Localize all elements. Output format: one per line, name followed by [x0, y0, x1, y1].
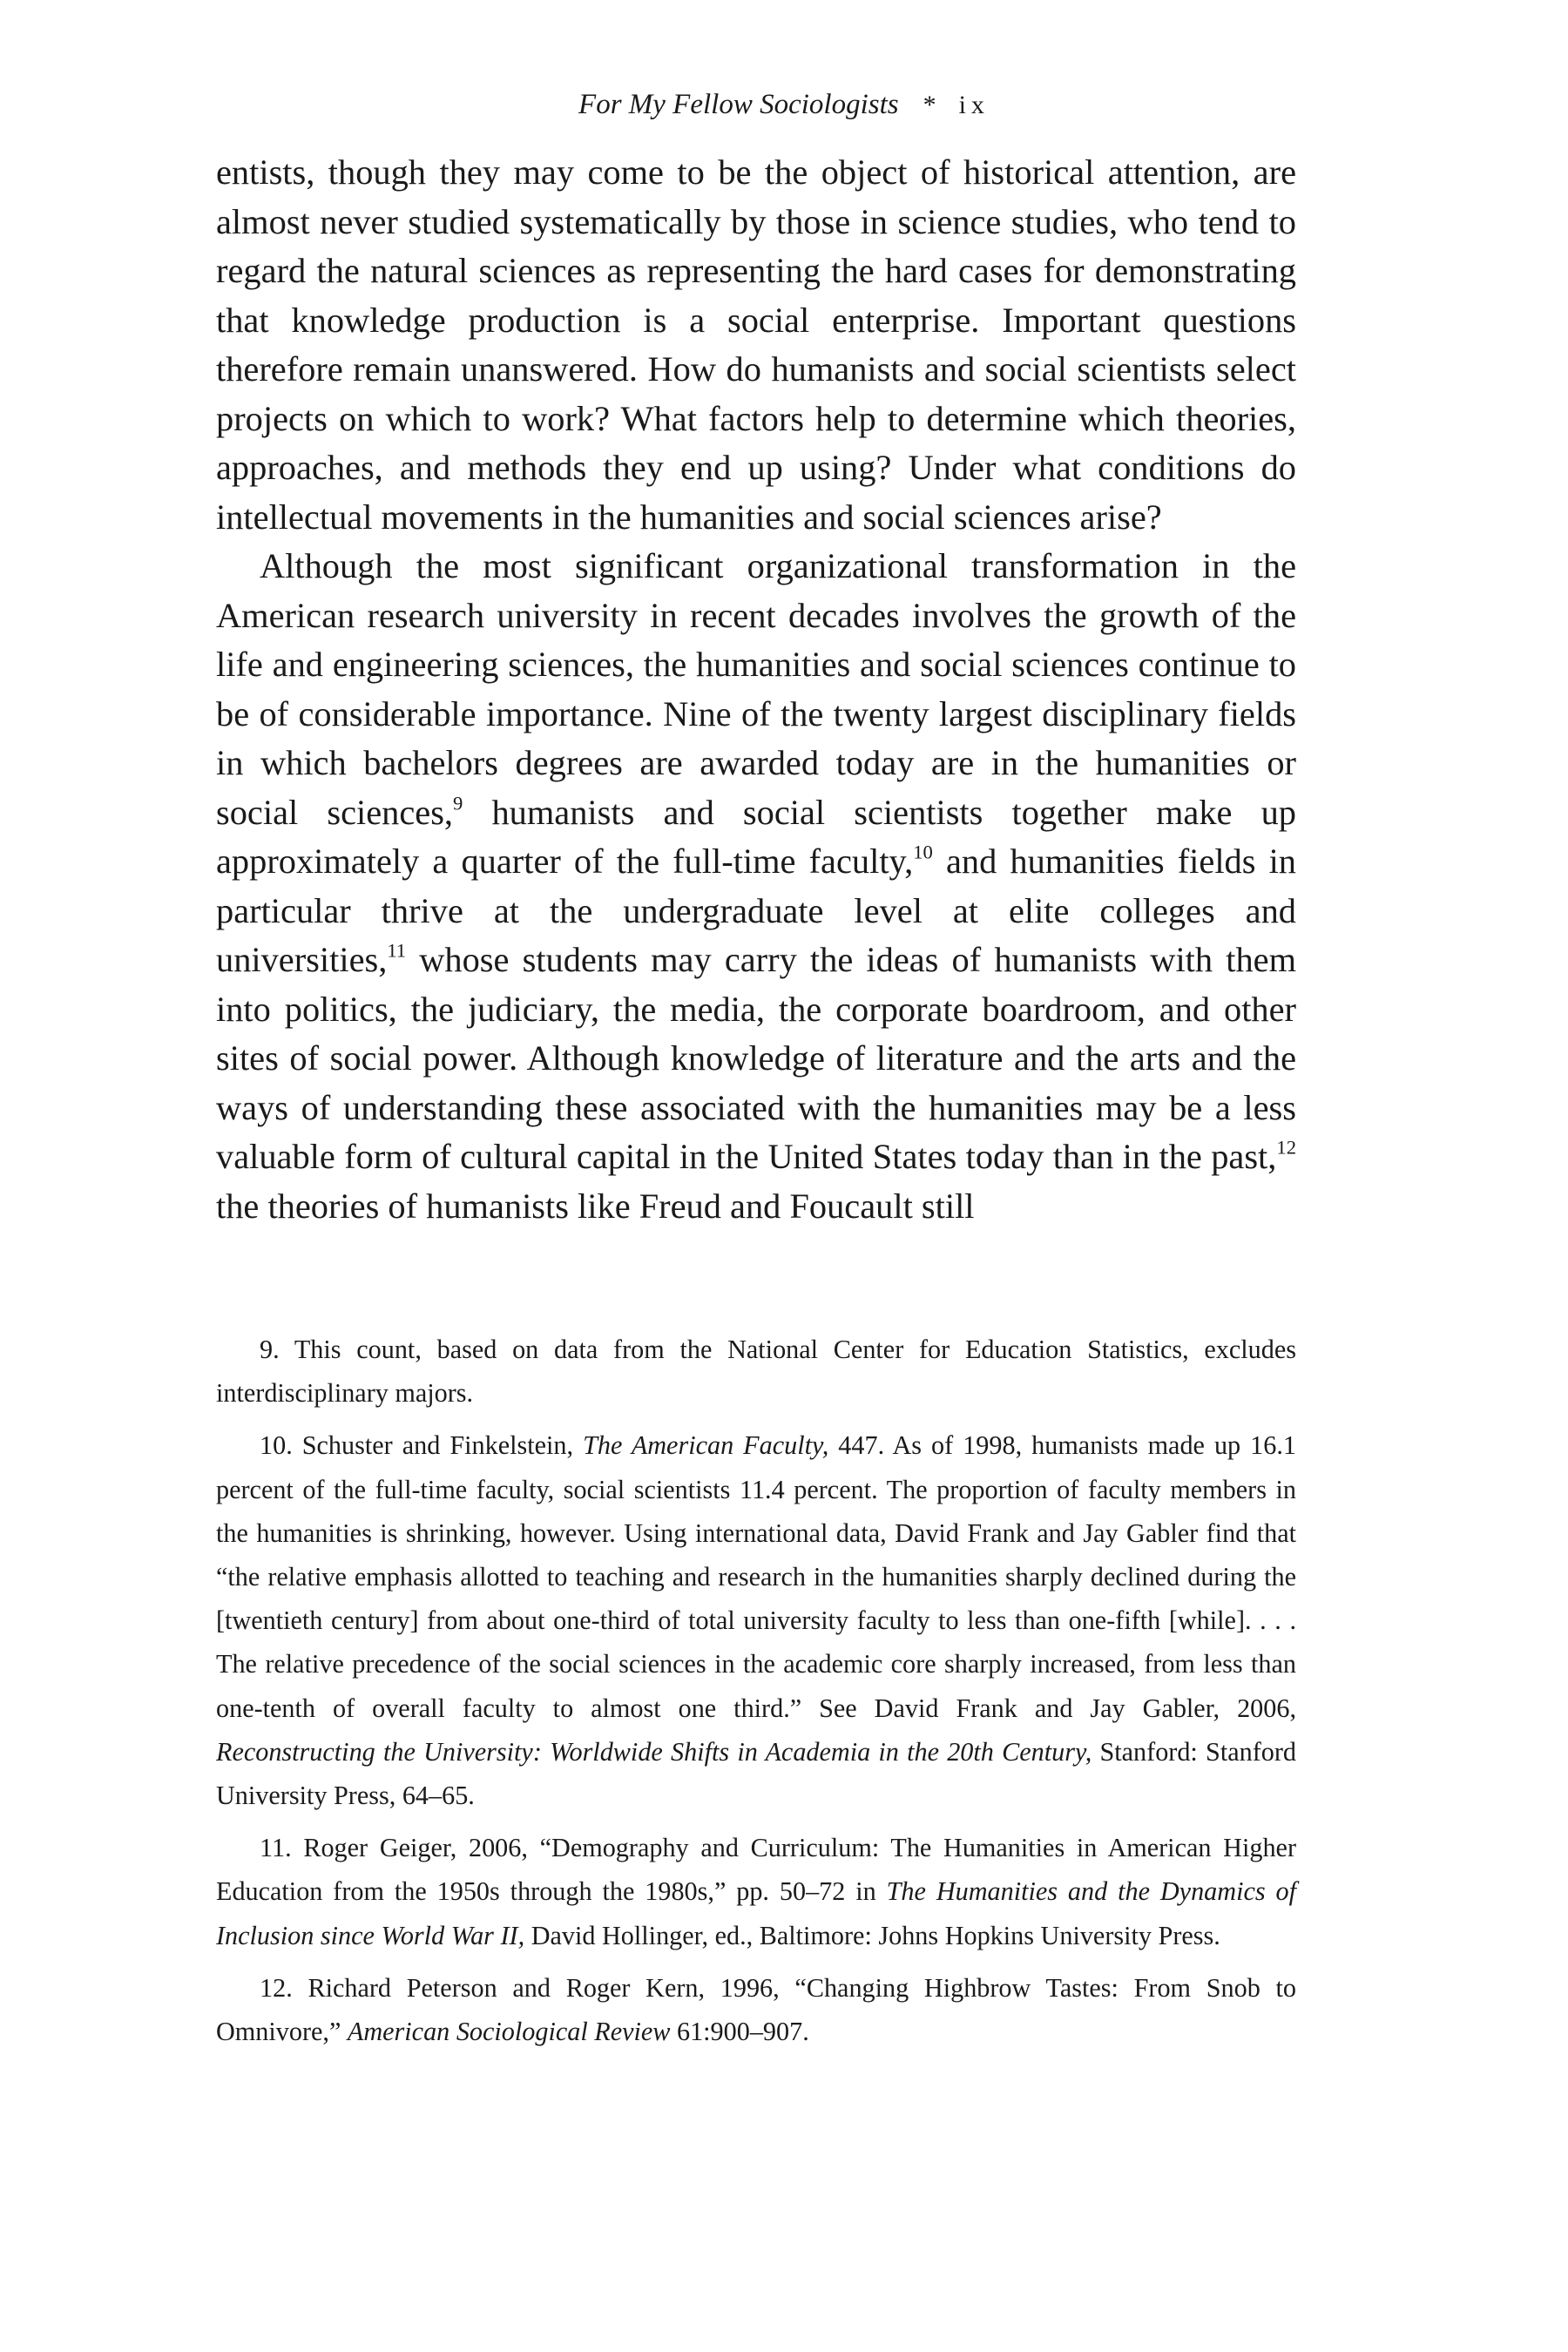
- paragraph-2-text-5: the theories of humanists like Freud and Foucault still: [216, 1186, 975, 1226]
- footnote-ref-11: 11: [387, 939, 407, 962]
- body-text: [216, 148, 1296, 1231]
- paragraph-2-text-4: whose students may carry the ideas of humanists with them into politics, the judiciary, the media, the corporate boardroom, and other sites of social power. Although knowledge of literature and the arts and the ways of understanding these associated with the humanities may be a less valuable form of cultural capital in the United States today than in the past,: [216, 940, 1296, 1176]
- footnote-12-text-a: 12. Richard Peterson and Roger Kern, 1996, “Changing Highbrow Tastes: From Snob to Omnivore,”: [216, 1972, 1296, 2047]
- footnote-12-journal: American Sociological Review: [347, 2017, 671, 2047]
- paragraph-2-text-1: Although the most significant organizational transformation in the American research university in recent decades involves the growth of the life and engineering sciences, the humanities and social sciences continue to be of considerable importance. Nine of the twenty largest disciplinary fields in which bachelors degrees are awarded today are in the humanities or social sciences,: [216, 546, 1296, 832]
- footnote-10-text-c: 447. As of 1998, humanists made up 16.1 percent of the full-time faculty, social scientists 11.4 percent. The proportion of faculty members in the humanities is shrinking, however. Using international data, David Frank and Jay Gabler find that “the relative emphasis allotted to teaching and research in the humanities sharply declined during the [twentieth century] from about one-third of total university faculty to less than one-fifth [while]. . . . The relative precedence of the social sciences in the academic core sharply increased, from less than one-tenth of overall faculty to almost one third.” See David Frank and Jay Gabler, 2006,: [216, 1430, 1296, 1723]
- paragraph-2-text-2: humanists and social scientists together make up approximately a quarter of the full-time faculty,: [216, 792, 1296, 881]
- running-head-separator: *: [923, 91, 936, 119]
- footnote-10-title-1: The American Faculty,: [583, 1430, 829, 1461]
- body-paragraph-2: [216, 542, 1296, 1231]
- footnote-11-title: The Humanities and the Dynamics of Inclusion since World War II,: [216, 1876, 1296, 1950]
- footnote-ref-10: 10: [913, 841, 933, 863]
- footnote-11: [216, 1826, 1296, 1957]
- footnote-10-title-2: Reconstructing the University: Worldwide Shifts in Academia in the 20th Century,: [216, 1736, 1092, 1767]
- footnote-10-text-e: Stanford: Stanford University Press, 64–65.: [216, 1736, 1296, 1811]
- paragraph-2-text-3: and humanities fields in particular thrive at the undergraduate level at elite colleges and universities,: [216, 841, 1296, 979]
- footnote-ref-12: 12: [1276, 1136, 1296, 1159]
- footnote-12: [216, 1966, 1296, 2053]
- footnote-10-text-a: 10. Schuster and Finkelstein,: [260, 1430, 584, 1461]
- footnotes: [216, 1328, 1296, 2062]
- footnote-ref-9: 9: [453, 792, 463, 814]
- running-head: [0, 84, 1568, 126]
- body-paragraph-1: entists, though they may come to be the object of historical attention, are almost never studied systematically by those in science studies, who tend to regard the natural sciences as representing the hard cases for demonstrating that knowledge production is a social enterprise. Important questions therefore remain unanswered. How do humanists and social scientists select projects on which to work? What factors help to determine which theories, approaches, and methods they end up using? Under what conditions do intellectual movements in the humanities and social sciences arise?: [216, 152, 1296, 537]
- page-number: ix: [958, 91, 990, 119]
- footnote-11-text-a: 11. Roger Geiger, 2006, “Demography and Curriculum: The Humanities in American Higher Education from the 1950s through the 1980s,” pp. 50–72 in: [216, 1833, 1296, 1907]
- footnote-9: 9. This count, based on data from the National Center for Education Statistics, excludes interdisciplinary majors.: [216, 1335, 1296, 1409]
- footnote-10: [216, 1423, 1296, 1817]
- footnote-11-text-c: David Hollinger, ed., Baltimore: Johns Hopkins University Press.: [524, 1920, 1220, 1950]
- footnote-12-text-c: 61:900–907.: [670, 2017, 809, 2047]
- running-head-title: For My Fellow Sociologists: [578, 89, 899, 120]
